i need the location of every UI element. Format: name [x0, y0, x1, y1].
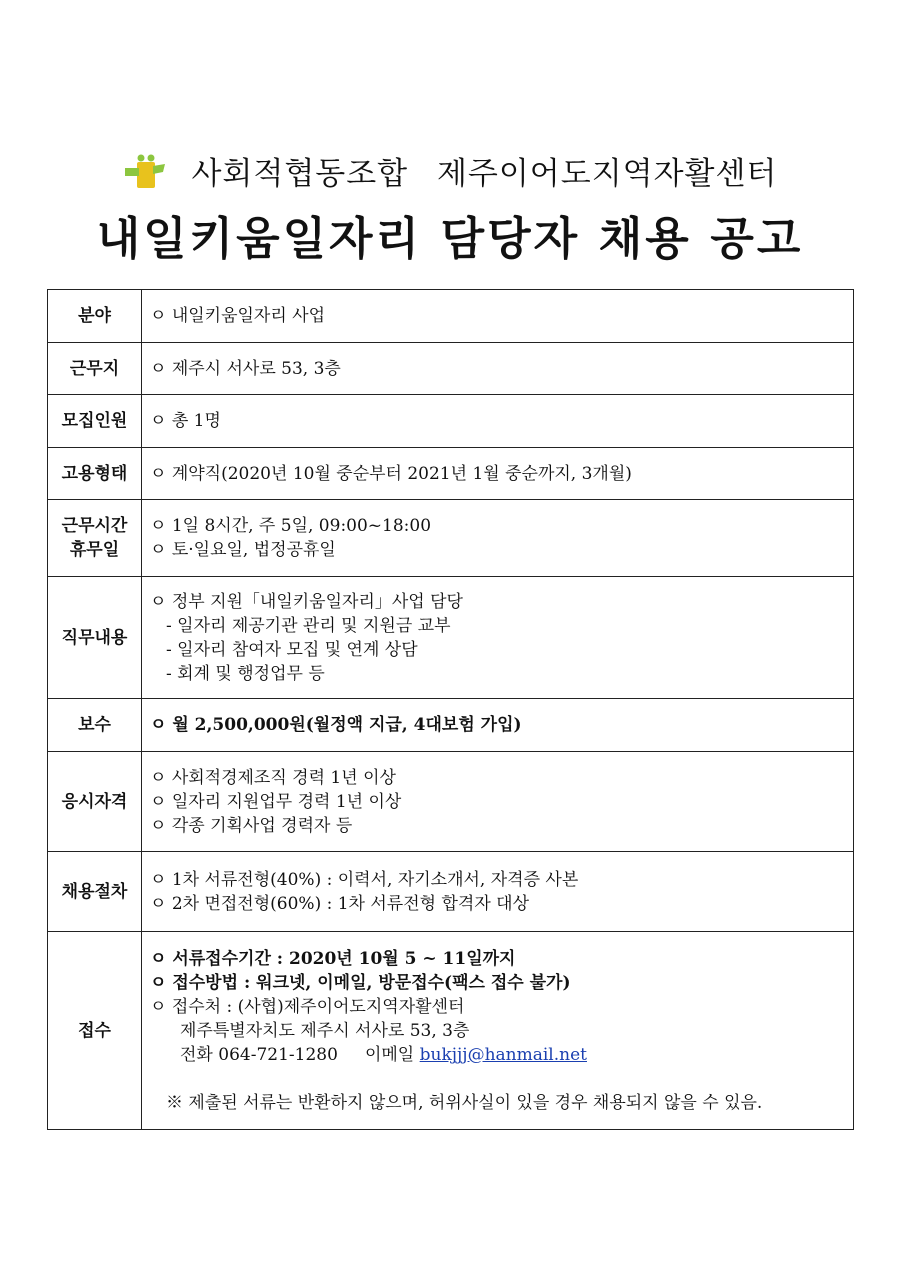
phone-text: 전화 064-721-1280	[180, 1044, 338, 1065]
table-row	[48, 290, 854, 343]
text-line: - 일자리 참여자 모집 및 연계 상담	[166, 639, 418, 660]
text-line: ㅇ 총 1명	[150, 411, 221, 431]
table-row	[48, 577, 854, 699]
row-label: 보수	[48, 699, 142, 752]
row-label: 고용형태	[48, 448, 142, 500]
text-line: ㅇ 토·일요일, 법정공휴일	[150, 540, 336, 560]
row-value	[142, 343, 854, 395]
table-row	[48, 395, 854, 448]
row-label: 모집인원	[48, 395, 142, 448]
text-line: ㅇ 각종 기획사업 경력자 등	[150, 815, 353, 836]
text-line: ㅇ 접수처 : (사협)제주이어도지역자활센터	[150, 996, 465, 1017]
text-line: ㅇ 접수방법 : 워크넷, 이메일, 방문접수(팩스 접수 불가)	[150, 972, 571, 993]
row-value	[142, 699, 854, 752]
table-row	[48, 343, 854, 395]
table-row	[48, 752, 854, 852]
text-line: ㅇ 서류접수기간 : 2020년 10월 5 ~ 11일까지	[150, 948, 516, 969]
row-label: 접수	[48, 932, 142, 1130]
organization-line	[0, 148, 900, 198]
row-value	[142, 932, 854, 1130]
table-row	[48, 699, 854, 752]
text-line: ㅇ 제주시 서사로 53, 3층	[150, 358, 341, 379]
org-name: 제주이어도지역자활센터	[436, 156, 778, 192]
label-line: 근무시간	[61, 516, 128, 536]
job-posting-table	[47, 289, 854, 1130]
email-link[interactable]: bukjjj@hanmail.net	[419, 1044, 587, 1065]
row-label: 근무지	[48, 343, 142, 395]
row-label: 직무내용	[48, 577, 142, 699]
notice-text: ※ 제출된 서류는 반환하지 않으며, 허위사실이 있을 경우 채용되지 않을 수 있음.	[166, 1092, 763, 1113]
text-line: ㅇ 월 2,500,000원(월정액 지급, 4대보험 가입)	[150, 715, 522, 735]
text-line: ㅇ 계약직(2020년 10월 중순부터 2021년 1월 중순까지, 3개월)	[150, 463, 632, 484]
row-label	[48, 500, 142, 577]
row-value	[142, 448, 854, 500]
row-value	[142, 290, 854, 343]
text-line: ㅇ 2차 면접전형(60%) : 1차 서류전형 합격자 대상	[150, 893, 529, 914]
row-value	[142, 752, 854, 852]
text-line: ㅇ 사회적경제조직 경력 1년 이상	[150, 767, 396, 788]
text-line: ㅇ 내일키움일자리 사업	[150, 306, 326, 326]
text-line: ㅇ 정부 지원「내일키움일자리」사업 담당	[150, 591, 463, 612]
label-line: 휴무일	[69, 540, 120, 560]
text-line: - 일자리 제공기관 관리 및 지원금 교부	[166, 615, 451, 636]
page-title: 내일키움일자리 담당자 채용 공고	[96, 212, 804, 265]
table-row	[48, 932, 854, 1130]
row-value	[142, 577, 854, 699]
row-value	[142, 500, 854, 577]
text-line: ㅇ 1차 서류전형(40%) : 이력서, 자기소개서, 자격증 사본	[150, 869, 579, 890]
text-line: 제주특별자치도 제주시 서사로 53, 3층	[180, 1020, 470, 1041]
logo-icon	[123, 154, 167, 198]
text-line: ㅇ 1일 8시간, 주 5일, 09:00~18:00	[150, 516, 432, 536]
row-value	[142, 852, 854, 932]
table-row	[48, 448, 854, 500]
row-value	[142, 395, 854, 448]
text-line: - 회계 및 행정업무 등	[166, 663, 325, 684]
org-type: 사회적협동조합	[191, 156, 409, 192]
text-line: ㅇ 일자리 지원업무 경력 1년 이상	[150, 791, 402, 812]
contact-line	[150, 1043, 845, 1067]
email-label: 이메일	[364, 1044, 415, 1065]
row-label: 응시자격	[48, 752, 142, 852]
table-row	[48, 500, 854, 577]
row-label: 분야	[48, 290, 142, 343]
row-label: 채용절차	[48, 852, 142, 932]
table-row	[48, 852, 854, 932]
